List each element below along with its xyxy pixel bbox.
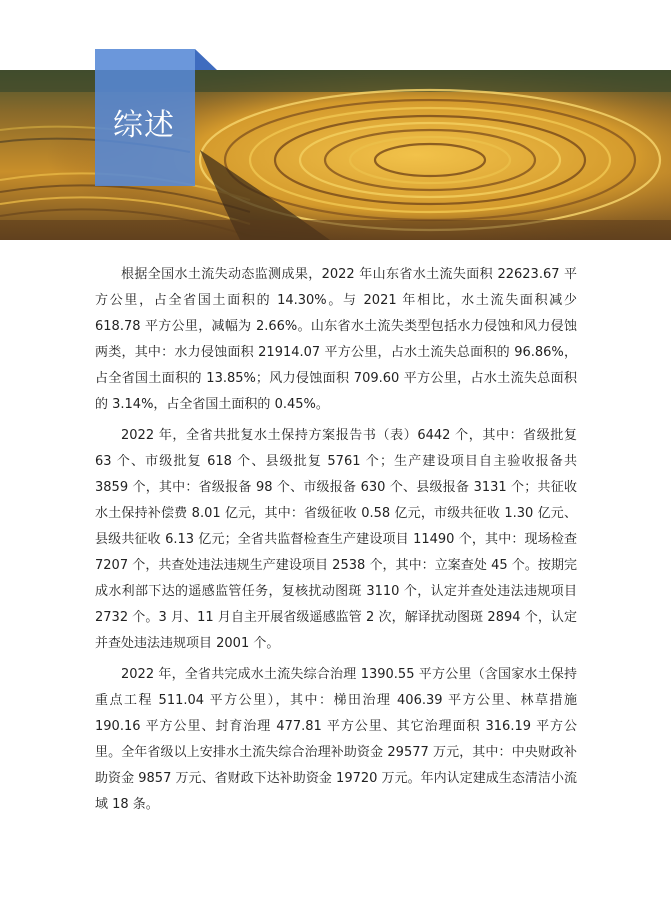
paragraph-supervision: 2022 年，全省共批复水土保持方案报告书（表）6442 个，其中：省级批复 63 个、市级批复 618 个、县级批复 5761 个；生产建设项目自主验收报备共 3859 个，其中：省级报备 98 个、市级报备 630 个、县级报备 3131 个；共征收水土保持补偿费 8.01 亿元，其中：省级征收 0.58 亿元，市级共征收 1.30 亿元、县级共征收 6.13 亿元；全省共监督检查生产建设项目 11490 个，其中：现场检查 7207 个，共查处违法违规生产建设项目 2538 个，其中：立案查处 45 个。按期完成水利部下达的遥感监管任务，复核扰动图斑 3110 个，认定并查处违法违规项目 2732 个。3 月、11 月自主开展省级遥感监管 2 次，解译扰动图斑 2894 个，认定并查处违法违规项目 2001 个。 [95, 428, 577, 651]
title-tab-fold [195, 49, 217, 70]
paragraph-soil-erosion-status: 根据全国水土流失动态监测成果，2022 年山东省水土流失面积 22623.67 平方公里，占全省国土面积的 14.30%。与 2021 年相比，水土流失面积减少 618.78 平方公里，减幅为 2.66%。山东省水土流失类型包括水力侵蚀和风力侵蚀两类，其中：水力侵蚀面积 21914.07 平方公里，占水土流失总面积的 96.86%，占全省国土面积的 13.85%；风力侵蚀面积 709.60 平方公里，占水土流失总面积的 3.14%，占全省国土面积的 0.45%。 [95, 267, 577, 412]
body-text [95, 262, 577, 823]
paragraph-comprehensive-treatment: 2022 年，全省共完成水土流失综合治理 1390.55 平方公里（含国家水土保持重点工程 511.04 平方公里），其中：梯田治理 406.39 平方公里、林草措施 190.16 平方公里、封育治理 477.81 平方公里、其它治理面积 316.19 平方公里。全年省级以上安排水土流失综合治理补助资金 29577 万元，其中：中央财政补助资金 9857 万元、省财政下达补助资金 19720 万元。年内认定建成生态清洁小流域 18 条。 [95, 667, 577, 812]
section-title: 综述 [113, 108, 175, 143]
